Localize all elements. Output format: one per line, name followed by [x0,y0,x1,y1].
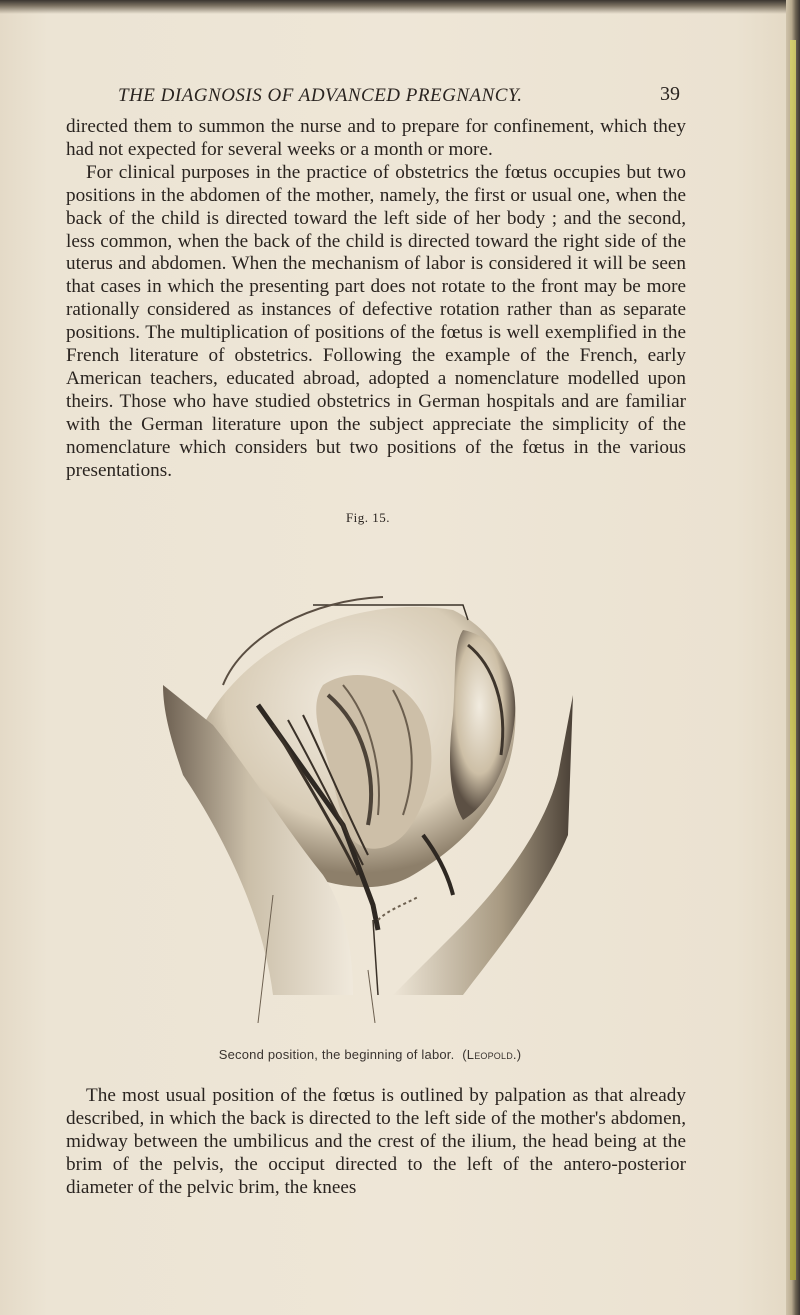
vulva-dotted-outline [378,897,418,920]
page-number: 39 [660,83,680,105]
obstetric-illustration [163,575,573,1023]
page-top-edge-shadow [0,0,800,14]
lower-line [368,970,375,1023]
figure-label: Fig. 15. [345,510,391,525]
caption-text: Second position, the beginning of labor. [218,1047,455,1062]
running-head-title: THE DIAGNOSIS OF ADVANCED PREGNANCY. [118,85,523,106]
paragraph-usual-position: The most usual position of the fœtus is outlined by palpation as that already described, in which the back is directed to the left side of the mother's abdomen, midway between the umbilicus and the crest of the ilium, the head being at the brim of the pelvis, the occiput directed to the left of the antero-posterior diameter of the pelvic brim, the knees [66,1085,686,1198]
figure-caption [0,1047,740,1062]
text-block-bottom [66,1085,686,1200]
caption-credit: (Leopold.) [462,1047,522,1062]
text-block-top [66,116,686,483]
paragraph-continued: directed them to summon the nurse and to prepare for confinement, which they had not expected for several weeks or a month or more. [66,116,686,160]
paragraph-positions: For clinical purposes in the practice of obstetrics the fœtus occupies but two positions in the abdomen of the mother, namely, the first or usual one, when the back of the child is directed toward the left side of her body ; and the second, less common, when the back of the child is directed toward the right side of the uterus and abdomen. When the mechanism of labor is considered it will be seen that cases in which the presenting part does not rotate to the front may be more rationally considered as instances of defective rotation rather than as separate positions. The multiplication of positions of the fœtus is well exemplified in the French literature of obstetrics. Following the example of the French, early American teachers, educated abroad, adopted a nomenclature modelled upon theirs. Those who have studied obstetrics in German hospitals and are familiar with the German literature upon the subject appreciate the simplicity of the nomenclature which considers but two positions of the fœtus in the various presentations. [66,161,686,481]
perineum-line [373,920,378,995]
book-binding-edge [790,40,796,1280]
